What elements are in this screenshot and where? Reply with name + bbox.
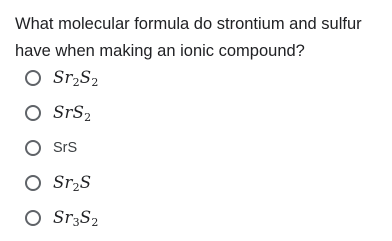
formula-part: Sr (53, 68, 73, 87)
radio-button-option-4[interactable] (25, 175, 41, 191)
formula-subscript: 3 (72, 216, 80, 229)
formula-subscript: 2 (91, 76, 99, 89)
option-2-label (53, 103, 91, 122)
option-5-label (53, 208, 99, 227)
radio-button-option-1[interactable] (25, 70, 41, 86)
formula-part: S (79, 173, 92, 192)
formula-subscript: 2 (91, 216, 99, 229)
formula-subscript: 2 (72, 76, 80, 89)
option-1[interactable] (25, 60, 99, 95)
question-line-1: What molecular formula do strontium and sulfur (15, 15, 362, 33)
option-3-label: SrS (53, 139, 78, 156)
answer-options (25, 60, 99, 235)
formula-subscript: 2 (84, 111, 92, 124)
option-2[interactable] (25, 95, 99, 130)
option-3[interactable] (25, 130, 99, 165)
formula-part: Sr (53, 173, 73, 192)
formula-part: SrS (53, 103, 85, 122)
formula-subscript: 2 (72, 181, 80, 194)
question-line-2: have when making an ionic compound? (15, 42, 305, 60)
formula-part: S (79, 208, 92, 227)
radio-button-option-5[interactable] (25, 210, 41, 226)
option-5[interactable] (25, 200, 99, 235)
option-4-label (53, 173, 91, 192)
formula-part: Sr (53, 208, 73, 227)
radio-button-option-3[interactable] (25, 140, 41, 156)
option-1-label (53, 68, 99, 87)
formula-part: S (79, 68, 92, 87)
question-text (15, 11, 387, 65)
option-4[interactable] (25, 165, 99, 200)
radio-button-option-2[interactable] (25, 105, 41, 121)
